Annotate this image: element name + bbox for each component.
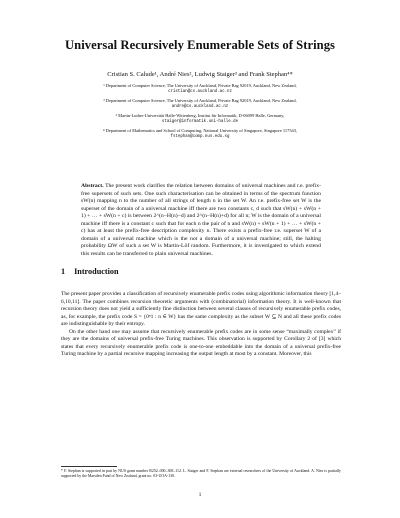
footnote: * F. Stephan is supported in part by NUS grant number R252–000–308–112. L. Staiger and F. Stephan are external researchers of the University of Auckland. A. Nies is partially supported by the Marsden Fund of New Zealand, grant no. 03-UOA-130. bbox=[61, 469, 341, 478]
body-text bbox=[61, 291, 341, 359]
affiliation-3 bbox=[40, 113, 360, 125]
affiliation-3-text: ³ Martin-Luther-Universität Halle-Wittenberg, Institut für Informatik, D-06099 Halle, Germany, bbox=[115, 113, 285, 118]
paper-title: Universal Recursively Enumerable Sets of Strings bbox=[65, 38, 335, 52]
footnote-rule bbox=[61, 466, 117, 467]
affiliation-2 bbox=[40, 98, 360, 110]
abstract-text: The present work clarifies the relation between domains of universal machines and r.e. prefix-free supersets of such sets. One such characterisation can be obtained in terms of the spectrum function sW(n) mapping n to the number of all strings of length n in the set W. An r.e. prefix-free set W is the superset of the domain of a universal machine iff there are two constants c, d such that sW(n) + sW(n + 1) + … + sW(n + c) is between 2^(n−H(n)−d) and 2^(n−H(n)+d) for all n; W is the domain of a universal machine iff there is a constant c such that for each n the pair of n and sW(n) + sW(n + 1) + … + sW(n + c) has at least the prefix-free description complexity n. There exists a prefix-free r.e. superset W of a domain of a universal machine which is the not a domain of a universal machine; still, the halting probability ΩW of such a set W is Martin-Löf random. Furthermore, it is investigated to which extend this results can be transferred to plain universal machines. bbox=[81, 183, 321, 257]
paragraph-1: The present paper provides a classification of recursively enumerable prefix codes using algorithmic information theory [1,4–6,10,11]. The paper combines recursion theoretic arguments with (combinatorial) information theory. It is well-known that recursion theory does not yield a sufficiently fine distinction between several classes of recursively enumerable prefix codes, as, for example, the prefix code S = {0ⁿ1 : n ∈ W} has the same complexity as the subset W ⊆ N and all these prefix codes are indistinguishable by their entropy. bbox=[61, 291, 341, 327]
affiliation-4 bbox=[40, 128, 360, 140]
affiliation-3-email: staiger@informatik.uni-halle.de bbox=[161, 120, 239, 124]
abstract-label: Abstract. bbox=[81, 183, 104, 189]
affiliation-1-email: cristian@cs.auckland.ac.nz bbox=[168, 90, 232, 94]
section-heading bbox=[61, 267, 119, 276]
page-number: 1 bbox=[198, 492, 202, 498]
affiliation-4-email: fstephan@comp.nus.edu.sg bbox=[170, 135, 230, 139]
affiliation-2-email: andre@cs.auckland.ac.nz bbox=[171, 105, 229, 109]
affiliation-4-text: ⁴ Department of Mathematics and School of Computing, National University of Singapore, Singapore 117543, bbox=[102, 128, 298, 133]
affiliation-1 bbox=[40, 83, 360, 95]
paragraph-2: On the other hand one may assume that recursively enumerable prefix codes are in some sense “maximally complex” if they are the domains of universal prefix-free Turing machines. This observation is supported by Corollary 2 of [3] which states that every recursively enumerable prefix code is one-to-one embeddable into the domain of a universal prefix-free Turing machine by a partial recursive mapping increasing the output length at most by a constant. Moreover, this bbox=[61, 328, 341, 357]
affiliation-2-text: ² Department of Computer Science, The University of Auckland, Private Bag 92019, Auckland, New Zealand, bbox=[103, 98, 297, 103]
abstract bbox=[81, 183, 321, 258]
affiliation-1-text: ¹ Department of Computer Science, The University of Auckland, Private Bag 92019, Auckland, New Zealand, bbox=[103, 83, 297, 88]
section-title: Introduction bbox=[74, 267, 119, 276]
section-number: 1 bbox=[61, 267, 66, 276]
author-list: Cristian S. Calude¹, André Nies², Ludwig Staiger³ and Frank Stephan⁴* bbox=[107, 71, 293, 78]
